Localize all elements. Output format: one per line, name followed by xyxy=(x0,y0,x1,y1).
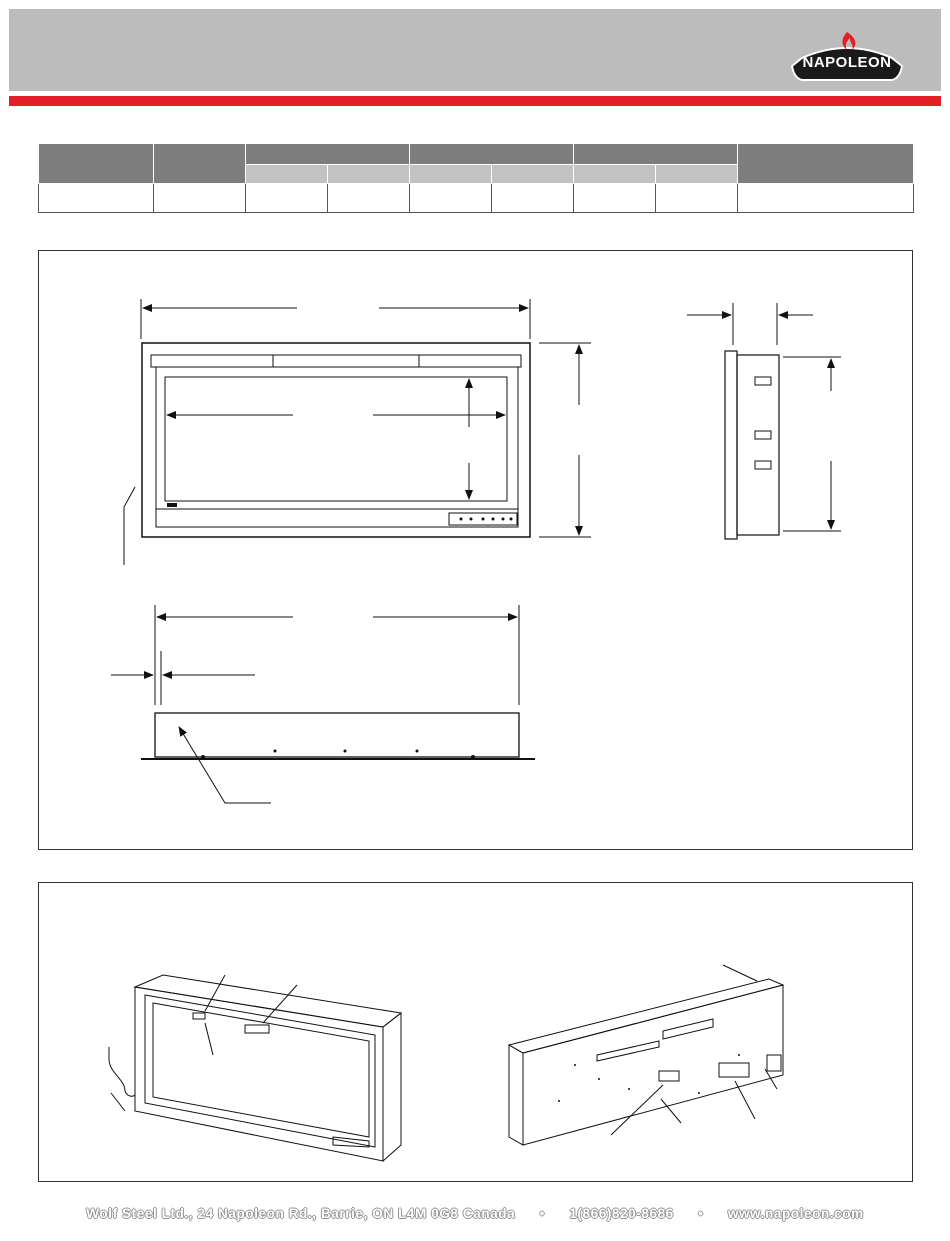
table-subheader-cell xyxy=(492,165,574,184)
footer-website[interactable]: www.napoleon.com xyxy=(727,1206,864,1221)
footer xyxy=(0,1206,950,1221)
logo-text: NAPOLEON xyxy=(802,54,892,71)
table-cell xyxy=(492,184,574,213)
footer-phone: 1(866)820-8686 xyxy=(569,1206,674,1221)
table-cell xyxy=(410,184,492,213)
table-header-cell xyxy=(738,144,914,184)
footer-address: Wolf Steel Ltd., 24 Napoleon Rd., Barrie, ON L4M 0G8 Canada xyxy=(86,1206,516,1221)
table-subheader-cell xyxy=(656,165,738,184)
table-subheader-cell xyxy=(574,165,656,184)
napoleon-logo xyxy=(788,30,906,88)
table-cell xyxy=(39,184,154,213)
table-row xyxy=(39,184,914,213)
isometric-panel xyxy=(38,882,913,1182)
specs-table xyxy=(38,143,914,213)
table-header-cell xyxy=(410,144,574,165)
dimensions-drawing xyxy=(39,251,912,849)
table-cell xyxy=(328,184,410,213)
dimensions-panel xyxy=(38,250,913,850)
table-header-cell xyxy=(154,144,246,184)
table-subheader-cell xyxy=(328,165,410,184)
table-cell xyxy=(656,184,738,213)
footer-separator: • xyxy=(698,1206,704,1221)
table-cell xyxy=(574,184,656,213)
table-cell xyxy=(738,184,914,213)
table-header-cell xyxy=(574,144,738,165)
table-subheader-cell xyxy=(410,165,492,184)
table-cell xyxy=(246,184,328,213)
isometric-drawing xyxy=(39,883,912,1181)
red-rule xyxy=(9,96,941,106)
table-cell xyxy=(154,184,246,213)
table-header-cell xyxy=(246,144,410,165)
footer-separator: • xyxy=(539,1206,545,1221)
table-subheader-cell xyxy=(246,165,328,184)
table-header-cell xyxy=(39,144,154,184)
